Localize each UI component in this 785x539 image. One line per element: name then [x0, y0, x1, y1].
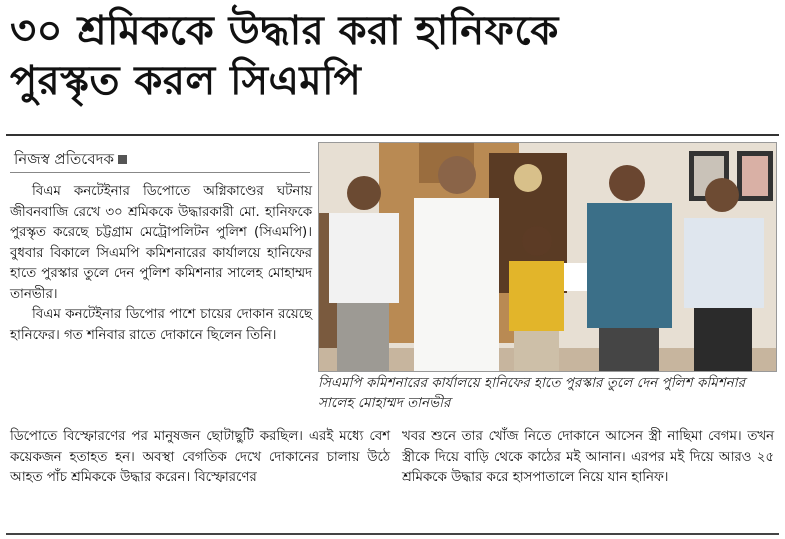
article-paragraph-1: বিএম কনটেইনার ডিপোতে অগ্নিকাণ্ডের ঘটনায় জীবনবাজি রেখে ৩০ শ্রমিককে উদ্ধারকারী মো. হানিফকে পুরস্কৃত করেছে চট্টগ্রাম মেট্রোপলিটন পুলিশ (সিএমপি)। বুধবার বিকালে সিএমপি কমিশনারের কার্যালয়ে হানিফের হাতে পুরস্কার তুলে দেন পুলিশ কমিশনার সালেহ মোহাম্মদ তানভীর।	[10, 184, 312, 302]
article-column-bottom-right	[402, 427, 774, 489]
article-column-left	[10, 182, 312, 346]
byline-divider	[10, 172, 310, 173]
article-paragraph-2b: ডিপোতে বিস্ফোরণের পর মানুষজন ছোটাছুটি করছিল। এরই মধ্যে বেশ কয়েকজন হতাহত হন। অবস্থা বেগতিক দেখে দোকানের চালায় উঠে আহত পাঁচ শ্রমিককে উদ্ধার করেন। বিস্ফোরণের	[10, 429, 390, 485]
article-paragraph-2a: বিএম কনটেইনার ডিপোর পাশে চায়ের দোকান রয়েছে হানিফের। গত শনিবার রাতে দোকানে ছিলেন তিনি।	[10, 307, 312, 343]
headline-line-1: ৩০ শ্রমিককে উদ্ধার করা হানিফকে	[10, 8, 559, 54]
photo-caption: সিএমপি কমিশনারের কার্যালয়ে হানিফের হাতে পুরস্কার তুলে দেন পুলিশ কমিশনার সালেহ মোহাম্মদ তানভীর	[318, 375, 746, 411]
article-column-bottom-left	[10, 427, 390, 489]
news-photo-illustration	[319, 143, 776, 371]
headline-line-2: পুরস্কৃত করল সিএমপি	[10, 58, 362, 104]
news-photo	[318, 142, 777, 372]
byline-square-icon	[118, 155, 127, 164]
bottom-divider	[6, 533, 779, 535]
article-paragraph-3: খবর শুনে তার খোঁজ নিতে দোকানে আসেন স্ত্রী নাছিমা বেগম। তখন স্ত্রীকে দিয়ে বাড়ি থেকে কাঠের মই আনান। এরপর মই দিয়ে আরও ২৫ শ্রমিককে উদ্ধার করে হাসপাতালে নিয়ে যান হানিফ।	[402, 429, 774, 485]
headline-divider	[6, 134, 779, 136]
byline-text: নিজস্ব প্রতিবেদক	[14, 150, 115, 168]
headline	[10, 6, 775, 106]
byline	[14, 148, 127, 173]
